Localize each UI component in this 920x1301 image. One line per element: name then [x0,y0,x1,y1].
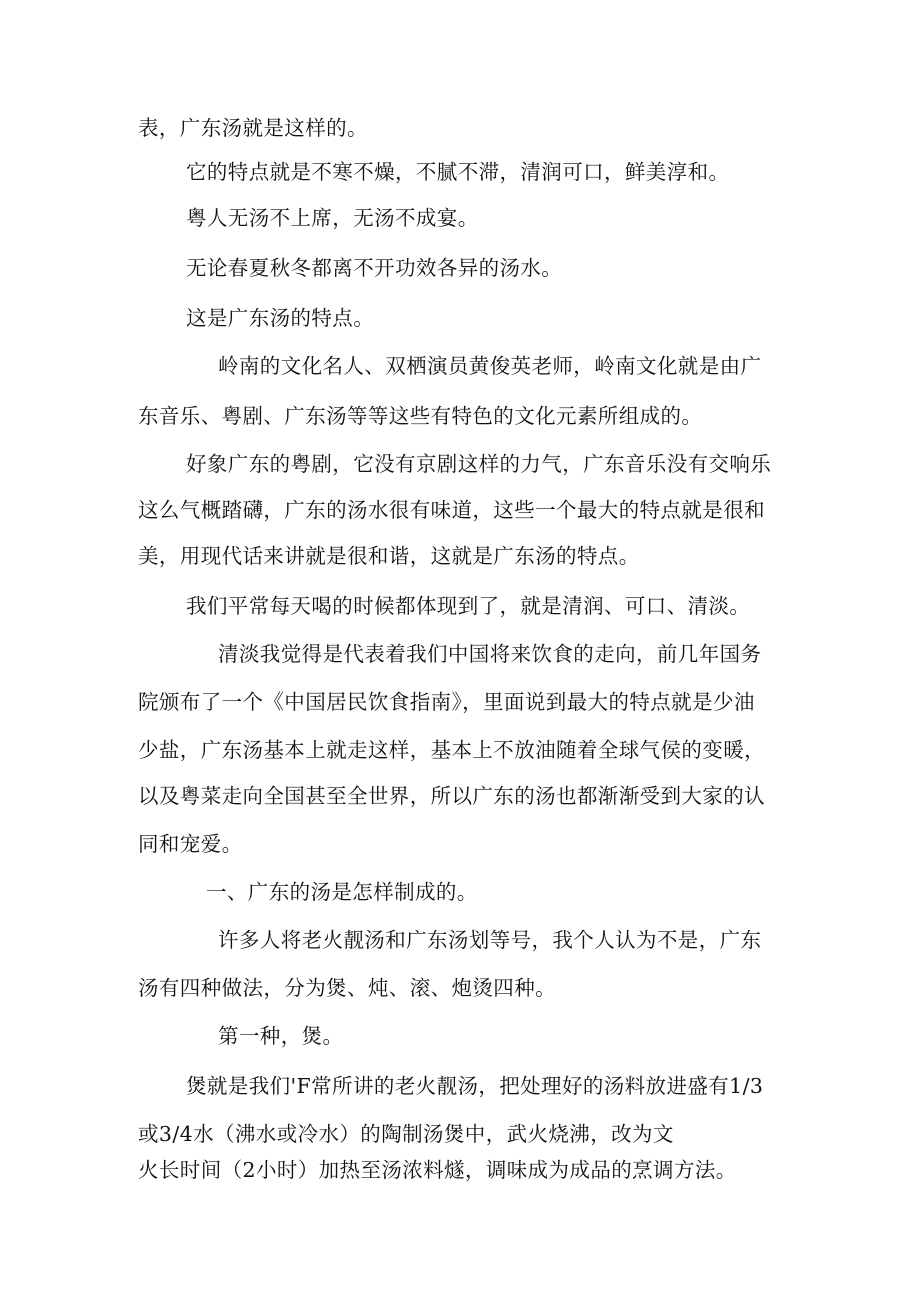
text-line: 这是广东汤的特点。 [186,306,375,330]
text-line: 汤有四种做法，分为煲、炖、滚、炮烫四种。 [138,976,556,1000]
text-line: 清淡我觉得是代表着我们中国将来饮食的走向，前几年国务 [218,642,762,666]
text-line: 一、广东的汤是怎样制成的。 [206,880,478,904]
text-line: 或3/4水（沸水或冷水）的陶制汤煲中，武火烧沸，改为文 [138,1122,674,1146]
text-line: 岭南的文化名人、双栖演员黄俊英老师，岭南文化就是由广 [218,354,762,378]
text-line: 它的特点就是不寒不燥，不腻不滞，清润可口，鲜美淳和。 [186,160,730,184]
text-line: 同和宠爱。 [138,832,243,856]
text-line: 许多人将老火靓汤和广东汤划等号，我个人认为不是，广东 [218,928,762,952]
text-line: 表，广东汤就是这样的。 [138,116,368,140]
text-line: 以及粤菜走向全国甚至全世界，所以广东的汤也都渐渐受到大家的认 [138,784,765,808]
text-line: 火长时间（2小时）加热至汤浓料燧，调味成为成品的烹调方法。 [138,1158,737,1182]
text-line: 少盐，广东汤基本上就走这样，基本上不放油随着全球气侯的变暖， [138,738,765,762]
text-line: 东音乐、粤剧、广东汤等等这些有特色的文化元素所组成的。 [138,404,703,428]
text-line: 好象广东的粤剧，它没有京剧这样的力气，广东音乐没有交响乐 [186,452,772,476]
text-line: 我们平常每天喝的时候都体现到了，就是清润、可口、清淡。 [186,594,751,618]
text-line: 煲就是我们'F常所讲的老火靓汤，把处理好的汤料放进盛有1/3 [186,1074,764,1098]
text-line: 第一种，煲。 [218,1024,344,1048]
text-line: 美，用现代话来讲就是很和谐，这就是广东汤的特点。 [138,544,640,568]
text-line: 无论春夏秋冬都离不开功效各异的汤水。 [186,256,563,280]
text-line: 粤人无汤不上席，无汤不成宴。 [186,206,479,230]
text-line: 这么气概踏礴，广东的汤水很有味道，这些一个最大的特点就是很和 [138,498,765,522]
text-line: 院颁布了一个《中国居民饮食指南》，里面说到最大的特点就是少油 [138,690,755,714]
